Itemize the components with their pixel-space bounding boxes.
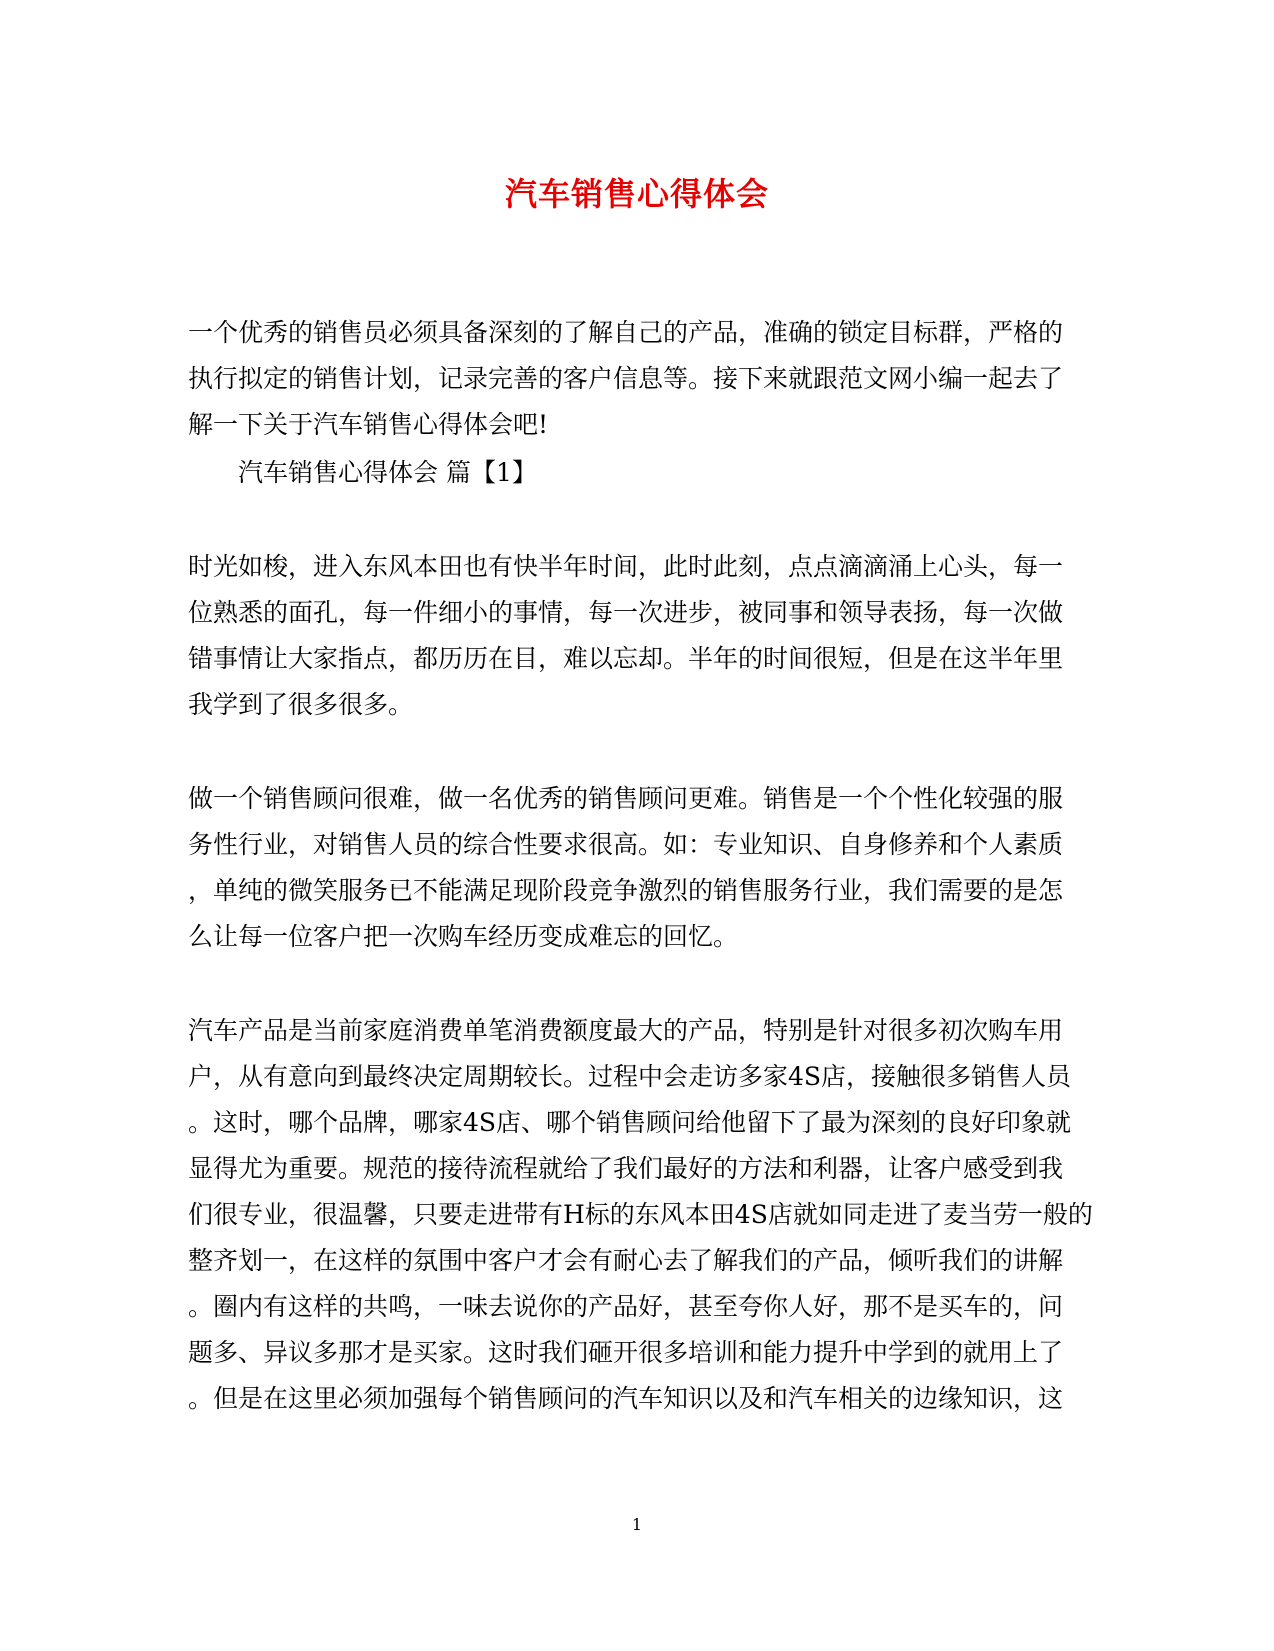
document-title: 汽车销售心得体会 bbox=[504, 175, 769, 213]
paragraph-line: ，单纯的微笑服务已不能满足现阶段竞争激烈的销售服务行业，我们需要的是怎 bbox=[188, 876, 1064, 905]
paragraph-line: 务性行业，对销售人员的综合性要求很高。如：专业知识、自身修养和个人素质 bbox=[188, 830, 1064, 859]
intro-line: 一个优秀的销售员必须具备深刻的了解自己的产品，准确的锁定目标群，严格的 bbox=[188, 318, 1064, 347]
paragraph-line: 。圈内有这样的共鸣，一味去说你的产品好，甚至夸你人好，那不是买车的，问 bbox=[188, 1292, 1064, 1321]
paragraph-line: 整齐划一，在这样的氛围中客户才会有耐心去了解我们的产品，倾听我们的讲解 bbox=[188, 1246, 1064, 1275]
paragraph-line: 显得尤为重要。规范的接待流程就给了我们最好的方法和利器，让客户感受到我 bbox=[188, 1154, 1064, 1183]
paragraph-line: 。这时，哪个品牌，哪家4S店、哪个销售顾问给他留下了最为深刻的良好印象就 bbox=[188, 1108, 1072, 1137]
paragraph-line: 位熟悉的面孔，每一件细小的事情，每一次进步，被同事和领导表扬，每一次做 bbox=[188, 598, 1064, 627]
paragraph-line: 我学到了很多很多。 bbox=[188, 690, 414, 719]
paragraph-line: 汽车产品是当前家庭消费单笔消费额度最大的产品，特别是针对很多初次购车用 bbox=[188, 1016, 1064, 1045]
paragraph-line: 错事情让大家指点，都历历在目，难以忘却。半年的时间很短，但是在这半年里 bbox=[188, 644, 1064, 673]
paragraph-line: 么让每一位客户把一次购车经历变成难忘的回忆。 bbox=[188, 922, 739, 951]
paragraph-line: 户，从有意向到最终决定周期较长。过程中会走访多家4S店，接触很多销售人员 bbox=[188, 1062, 1072, 1091]
paragraph-line: 。但是在这里必须加强每个销售顾问的汽车知识以及和汽车相关的边缘知识，这 bbox=[188, 1384, 1064, 1413]
paragraph-line: 们很专业，很温馨，只要走进带有H标的东风本田4S店就如同走进了麦当劳一般的 bbox=[188, 1200, 1093, 1229]
section-heading: 汽车销售心得体会 篇【1】 bbox=[238, 458, 537, 487]
paragraph-line: 时光如梭，进入东风本田也有快半年时间，此时此刻，点点滴滴涌上心头，每一 bbox=[188, 552, 1064, 581]
intro-line: 解一下关于汽车销售心得体会吧! bbox=[188, 410, 549, 439]
paragraph-line: 题多、异议多那才是买家。这时我们砸开很多培训和能力提升中学到的就用上了 bbox=[188, 1338, 1064, 1367]
paragraph-line: 做一个销售顾问很难，做一名优秀的销售顾问更难。销售是一个个性化较强的服 bbox=[188, 784, 1064, 813]
page-number: 1 bbox=[631, 1515, 643, 1534]
intro-line: 执行拟定的销售计划，记录完善的客户信息等。接下来就跟范文网小编一起去了 bbox=[188, 364, 1064, 393]
